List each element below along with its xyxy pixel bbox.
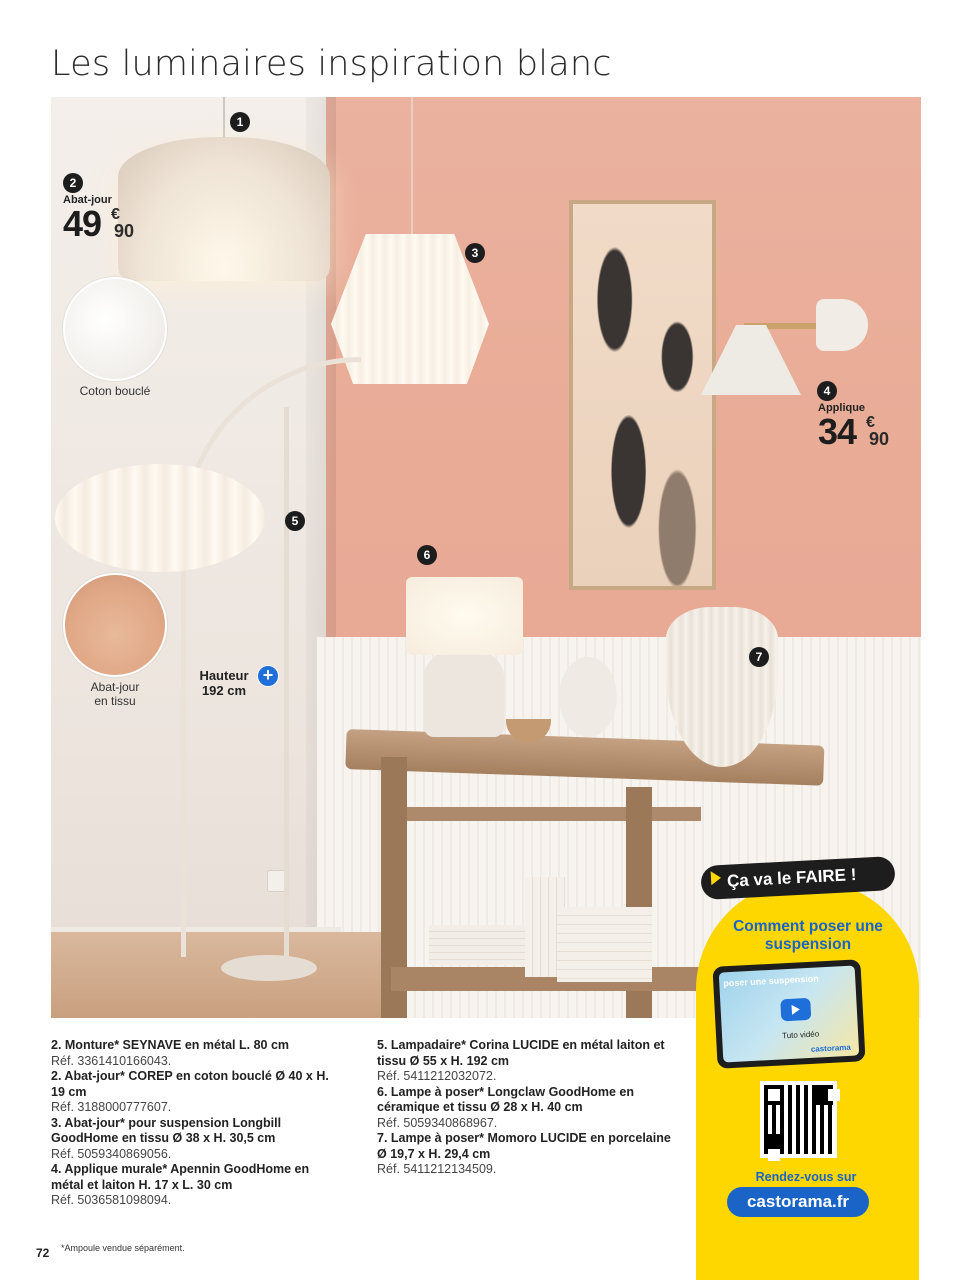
pendant-cord	[411, 97, 413, 237]
badge-5: 5	[285, 511, 305, 531]
product-item	[377, 1131, 682, 1178]
product-name: 3. Abat-jour* pour suspension Longbill GoodHome en tissu Ø 38 x H. 30,5 cm	[51, 1115, 282, 1145]
wall-lamp-mount	[816, 299, 868, 351]
swatch-caption-line: Abat-jour	[90, 680, 140, 694]
tablet-title: poser une suspension	[723, 973, 819, 989]
page-number: 72	[36, 1246, 50, 1260]
console-table-rail	[401, 807, 701, 821]
product-ref: Réf. 3361410166043.	[51, 1053, 172, 1068]
product-ref: Réf. 3188000777607.	[51, 1100, 172, 1114]
badge-2: 2	[63, 173, 83, 193]
floor-lamp-pole	[284, 407, 289, 967]
height-indicator	[192, 668, 256, 698]
product-ref: Réf. 5411212134509.	[377, 1162, 497, 1176]
castorama-link[interactable]: castorama.fr	[727, 1187, 869, 1217]
product-ref: Réf. 5411212032072.	[377, 1069, 497, 1083]
floor-lamp-lantern	[55, 464, 265, 572]
promo-banner: Ça va le FAIRE !	[700, 856, 896, 900]
product-ref: Réf. 5036581098094.	[51, 1193, 172, 1207]
price-label-applique: Applique	[818, 402, 866, 414]
page-title: Les luminaires inspiration blanc	[51, 44, 612, 84]
video-tablet[interactable]	[712, 959, 865, 1069]
tablet-screen	[719, 966, 860, 1063]
product-name: 5. Lampadaire* Corina LUCIDE en métal laiton et tissu Ø 55 x H. 192 cm	[377, 1038, 665, 1068]
book-stack	[557, 907, 652, 982]
ceramic-vase	[559, 657, 617, 737]
play-button-icon[interactable]	[780, 998, 811, 1022]
floor-lamp-base	[221, 955, 317, 981]
table-lamp-shade	[406, 577, 523, 655]
badge-6: 6	[417, 545, 437, 565]
product-ref: Réf. 5059340869056.	[51, 1146, 172, 1161]
price-abat-jour-euros: 49	[63, 203, 102, 244]
price-label-abat-jour: Abat-jour	[63, 194, 112, 206]
footnote: *Ampoule vendue séparément.	[61, 1243, 185, 1253]
plus-icon[interactable]: +	[257, 665, 279, 687]
swatch-caption-coton: Coton bouclé	[79, 384, 151, 398]
qr-code[interactable]	[760, 1081, 837, 1158]
tablet-tuto-label: Tuto vidéo	[781, 1029, 820, 1041]
framed-artwork	[569, 200, 716, 590]
price-abat-jour-cents: 90	[114, 221, 135, 241]
tablet-brand-label: castorama	[810, 1042, 852, 1054]
wall-lamp-shade	[701, 325, 801, 395]
product-name: 7. Lampe à poser* Momoro LUCIDE en porcelaine Ø 19,7 x H. 29,4 cm	[377, 1131, 671, 1161]
product-item	[51, 1162, 331, 1209]
product-item	[51, 1069, 331, 1116]
price-applique-currency: €	[866, 414, 875, 431]
floor-lamp-arc	[181, 357, 361, 957]
drum-pendant-lamp	[118, 137, 330, 281]
play-arrow-icon	[711, 871, 722, 886]
product-name: 4. Applique murale* Apennin GoodHome en métal et laiton H. 17 x L. 30 cm	[51, 1162, 310, 1192]
product-item	[51, 1038, 331, 1069]
product-item	[377, 1085, 682, 1132]
coton-boucle-swatch	[63, 277, 167, 381]
badge-3: 3	[465, 243, 485, 263]
product-name: 2. Monture* SEYNAVE en métal L. 80 cm	[51, 1038, 290, 1052]
product-list-right	[377, 1038, 682, 1178]
product-item	[51, 1116, 331, 1163]
product-ref: Réf. 5059340868967.	[377, 1115, 498, 1130]
qr-pattern	[764, 1085, 833, 1154]
product-list-left	[51, 1038, 331, 1209]
badge-1: 1	[230, 112, 250, 132]
height-value: 192 cm	[201, 683, 247, 698]
product-name: 6. Lampe à poser* Longclaw GoodHome en céramique et tissu Ø 28 x H. 40 cm	[377, 1084, 634, 1114]
promo-heading: Comment poser une suspension	[733, 918, 883, 953]
price-abat-jour-currency: €	[111, 206, 120, 223]
product-item	[377, 1038, 682, 1085]
product-name: 2. Abat-jour* COREP en coton bouclé Ø 40 x H. 19 cm	[51, 1069, 329, 1099]
price-applique-euros: 34	[818, 411, 857, 452]
price-applique-cents: 90	[869, 429, 890, 449]
promo-rdv-text: Rendez-vous sur	[755, 1170, 857, 1184]
badge-4: 4	[817, 381, 837, 401]
swatch-caption-tissu	[55, 680, 175, 708]
tissu-swatch	[63, 573, 167, 677]
table-lamp-base	[424, 647, 504, 737]
height-label: Hauteur	[199, 668, 249, 683]
swatch-caption-line: en tissu	[94, 694, 136, 708]
badge-7: 7	[749, 647, 769, 667]
artwork-leaves	[573, 204, 712, 586]
